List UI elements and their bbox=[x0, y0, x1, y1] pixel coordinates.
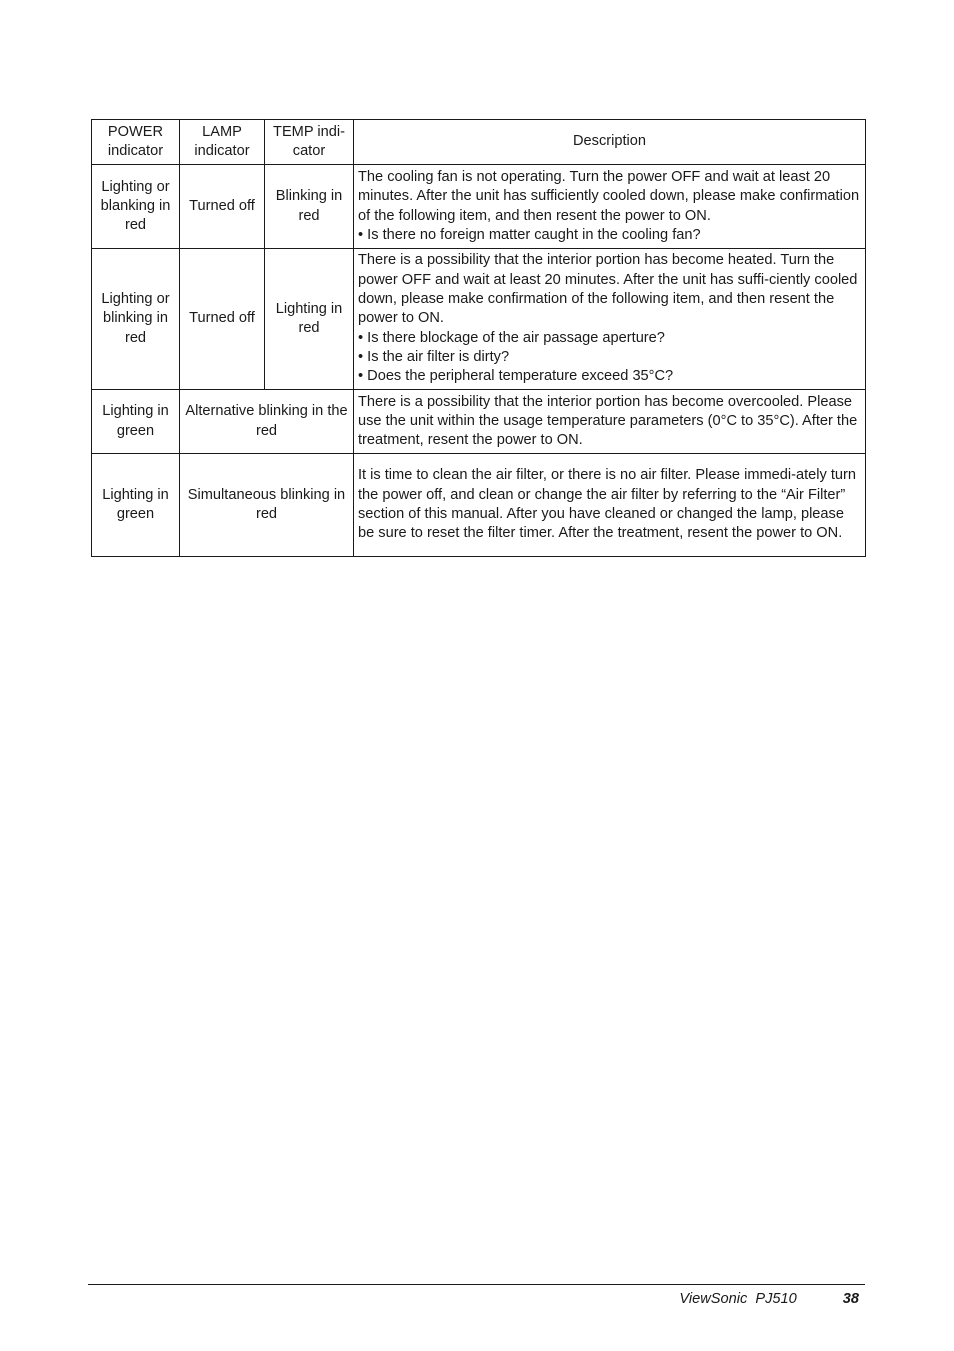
cell-lamp: Turned off bbox=[180, 249, 265, 390]
description-bullet: • Is there blockage of the air passage aperture? bbox=[358, 329, 665, 346]
cell-lamp: Turned off bbox=[180, 165, 265, 249]
header-power-indicator: POWER indicator bbox=[92, 120, 180, 165]
page-footer bbox=[679, 1290, 859, 1308]
description-text: There is a possibility that the interior portion has become overcooled. Please use the unit within the usage temperature parameters (0°C to 35°C). After the treatment, resent the power to ON. bbox=[358, 393, 858, 449]
description-bullet: • Is there no foreign matter caught in the cooling fan? bbox=[358, 226, 701, 243]
cell-lamp-temp: Alternative blinking in the red bbox=[180, 390, 354, 454]
cell-power: Lighting in green bbox=[92, 454, 180, 557]
table-header-row bbox=[92, 120, 866, 165]
cell-temp: Blinking in red bbox=[265, 165, 354, 249]
header-description: Description bbox=[354, 120, 866, 165]
header-lamp-indicator: LAMP indicator bbox=[180, 120, 265, 165]
indicator-table bbox=[91, 119, 866, 557]
cell-lamp-temp: Simultaneous blinking in red bbox=[180, 454, 354, 557]
header-temp-indicator: TEMP indi-cator bbox=[265, 120, 354, 165]
description-text: The cooling fan is not operating. Turn the power OFF and wait at least 20 minutes. After the unit has sufficiently cooled down, please make confirmation of the following item, and then resent the power to ON. bbox=[358, 168, 860, 224]
cell-power: Lighting in green bbox=[92, 390, 180, 454]
page-number: 38 bbox=[842, 1291, 859, 1307]
cell-description bbox=[354, 165, 866, 249]
cell-description bbox=[354, 390, 866, 454]
table-row bbox=[92, 454, 866, 557]
table-row bbox=[92, 249, 866, 390]
cell-power: Lighting or blinking in red bbox=[92, 249, 180, 390]
table-row bbox=[92, 165, 866, 249]
table-row bbox=[92, 390, 866, 454]
footer-brand: ViewSonic PJ510 bbox=[679, 1291, 797, 1307]
cell-description bbox=[354, 249, 866, 390]
description-text: It is time to clean the air filter, or there is no air filter. Please immedi-ately turn the power off, and clean or change the air filter by referring to the “Air Filter” section of this manual. After you have cleaned or changed the lamp, please be sure to reset the filter timer. After the treatment, resent the power to ON. bbox=[358, 467, 857, 542]
footer-divider bbox=[88, 1284, 865, 1285]
description-bullet: • Does the peripheral temperature exceed 35°C? bbox=[358, 368, 674, 385]
cell-power: Lighting or blanking in red bbox=[92, 165, 180, 249]
cell-description bbox=[354, 454, 866, 557]
cell-temp: Lighting in red bbox=[265, 249, 354, 390]
description-text: There is a possibility that the interior portion has become heated. Turn the power OFF and wait at least 20 minutes. After the unit has suffi-ciently cooled down, please make confirmation of the following item, and then resent the power to ON. bbox=[358, 252, 858, 327]
description-bullet: • Is the air filter is dirty? bbox=[358, 348, 510, 365]
